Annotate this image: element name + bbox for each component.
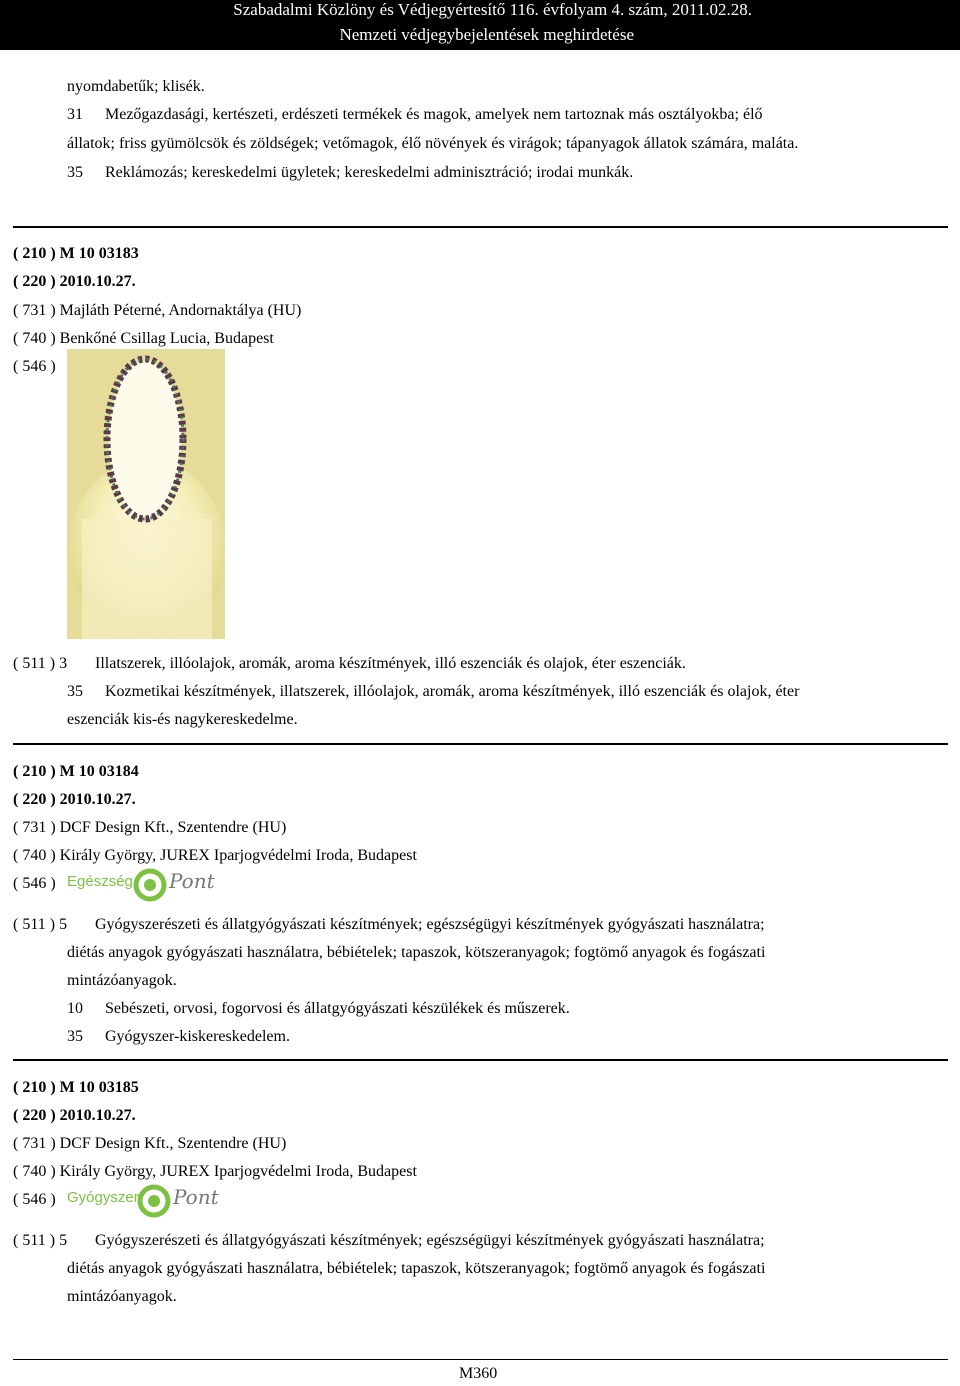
entry2-class5-line2: diétás anyagok gyógyászati használatra, bébiételek; tapaszok, kötszeranyagok; fogtömő anyagok és fogászati — [67, 944, 766, 961]
entry1-210: ( 210 ) M 10 03183 — [13, 245, 139, 262]
entry1-class35-line2: eszenciák kis-és nagykereskedelme. — [67, 711, 298, 728]
class-31-text-line2: állatok; friss gyümölcsök és zöldségek; vetőmagok, élő növények és virágok; tápanyagok állatok számára, maláta. — [67, 135, 799, 152]
logo-word: Gyógyszer — [67, 1189, 139, 1206]
entry3-740: ( 740 ) Király György, JUREX Iparjogvédelmi Iroda, Budapest — [13, 1163, 417, 1180]
entry2-731: ( 731 ) DCF Design Kft., Szentendre (HU) — [13, 819, 287, 836]
entry2-740: ( 740 ) Király György, JUREX Iparjogvédelmi Iroda, Budapest — [13, 847, 417, 864]
entry2-class5-line3: mintázóanyagok. — [67, 972, 177, 989]
entry3-class5-line3: mintázóanyagok. — [67, 1288, 177, 1305]
entry-divider — [13, 1059, 948, 1061]
entry1-class35-line1: Kozmetikai készítmények, illatszerek, illóolajok, aromák, aroma készítmények, illó eszenciák és olajok, éter — [105, 683, 800, 700]
entry2-546: ( 546 ) — [13, 875, 56, 892]
green-circle-logo-icon — [133, 868, 167, 902]
entry2-class35-text: Gyógyszer-kiskereskedelem. — [105, 1028, 290, 1045]
green-circle-logo-icon — [137, 1184, 171, 1218]
entry1-731: ( 731 ) Majláth Péterné, Andornaktálya (HU) — [13, 302, 302, 319]
entry3-546: ( 546 ) — [13, 1191, 56, 1208]
entry1-220: ( 220 ) 2010.10.27. — [13, 273, 136, 290]
egeszseg-pont-logo — [67, 866, 227, 902]
entry3-class5-line2: diétás anyagok gyógyászati használatra, bébiételek; tapaszok, kötszeranyagok; fogtömő anyagok és fogászati — [67, 1260, 766, 1277]
entry1-740: ( 740 ) Benkőné Csillag Lucia, Budapest — [13, 330, 274, 347]
entry1-511: ( 511 ) 3 — [13, 655, 68, 672]
page-number: M360 — [459, 1365, 498, 1382]
class-31-number: 31 — [67, 106, 83, 123]
wreath-figure-icon — [67, 349, 225, 639]
logo-pont: Pont — [173, 1185, 219, 1209]
entry2-class10-text: Sebészeti, orvosi, fogorvosi és állatgyógyászati készülékek és műszerek. — [105, 1000, 570, 1017]
entry3-511: ( 511 ) 5 — [13, 1232, 68, 1249]
continuation-text: nyomdabetűk; klisék. — [67, 78, 205, 95]
class-35-number: 35 — [67, 164, 83, 181]
journal-title: Szabadalmi Közlöny és Védjegyértesítő 116. évfolyam 4. szám, 2011.02.28. — [233, 0, 752, 19]
trademark-figure-image — [67, 349, 225, 639]
entry1-class3-text: Illatszerek, illóolajok, aromák, aroma készítmények, illó eszenciák és olajok, éter eszenciák. — [95, 655, 686, 672]
entry2-class35-number: 35 — [67, 1028, 83, 1045]
entry-divider — [13, 743, 948, 745]
entry2-511: ( 511 ) 5 — [13, 916, 68, 933]
entry3-210: ( 210 ) M 10 03185 — [13, 1079, 139, 1096]
entry2-220: ( 220 ) 2010.10.27. — [13, 791, 136, 808]
entry2-class10-number: 10 — [67, 1000, 83, 1017]
logo-pont: Pont — [169, 869, 215, 893]
entry2-210: ( 210 ) M 10 03184 — [13, 763, 139, 780]
entry3-220: ( 220 ) 2010.10.27. — [13, 1107, 136, 1124]
entry3-731: ( 731 ) DCF Design Kft., Szentendre (HU) — [13, 1135, 287, 1152]
footer-divider — [13, 1359, 948, 1360]
gyogyszer-pont-logo — [67, 1182, 237, 1218]
entry1-class35-number: 35 — [67, 683, 83, 700]
section-title: Nemzeti védjegybejelentések meghirdetése — [339, 25, 634, 44]
logo-word: Egészség — [67, 873, 133, 890]
entry1-546: ( 546 ) — [13, 358, 56, 375]
entry3-class5-line1: Gyógyszerészeti és állatgyógyászati készítmények; egészségügyi készítmények gyógyászati használatra; — [95, 1232, 765, 1249]
page-header — [0, 0, 960, 50]
entry-divider — [13, 226, 948, 228]
class-31-text-line1: Mezőgazdasági, kertészeti, erdészeti termékek és magok, amelyek nem tartoznak más osztályokba; élő — [105, 106, 763, 123]
entry2-class5-line1: Gyógyszerészeti és állatgyógyászati készítmények; egészségügyi készítmények gyógyászati használatra; — [95, 916, 765, 933]
class-35-text: Reklámozás; kereskedelmi ügyletek; kereskedelmi adminisztráció; irodai munkák. — [105, 164, 634, 181]
